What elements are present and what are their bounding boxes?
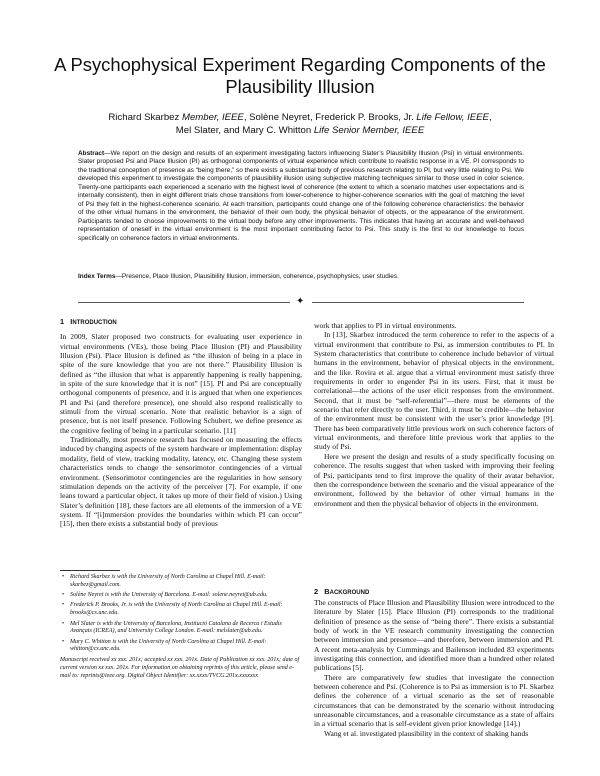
paper-title <box>40 54 560 98</box>
author-role-3: Life Senior Member, IEEE <box>313 124 425 136</box>
title-line-2: Plausibility Illusion <box>225 76 375 97</box>
left-column <box>60 317 302 529</box>
right-paragraph-1: work that applies to PI in virtual environments. <box>314 321 457 330</box>
section1-title-first: I <box>70 317 73 326</box>
authors-line2-pre: Mel Slater, and Mary C. Whitton <box>175 124 314 136</box>
footnote-text: Richard Skarbez is with the University of North Carolina at Chapel Hill. E-mail: skarbez@gmail.com. <box>70 574 266 588</box>
footnote-text: Mary C. Whitton is with the University of North Carolina at Chapel Hill. E-mail: whitton@cs.unc.edu. <box>70 638 267 653</box>
section1-title-rest: NTRODUCTION <box>72 320 117 326</box>
section2-title-first: B <box>324 587 330 596</box>
title-line-1: A Psychophysical Experiment Regarding Components of the <box>54 54 546 75</box>
divider-line-right <box>312 302 524 303</box>
intro-paragraph-2: Traditionally, most presence research has focused on measuring the effects induced by changing aspects of the system hardware or implementation: display modality, field of view, tracking modality, latency, etc. Changing these system characteristics tends to change the sensorimotor contingencies of a virtual environment. (Sensorimotor contingencies are the regularities in how sensory stimulation depends on the activity of the perceiver [7]. For example, if one leans toward a particular object, it takes up more of their field of vision.) Using Slater’s definition [18], these factors are all elements of the immersion of a VE system. If “[i]mmersion provides the boundaries within which PI can occur” [15], then there exists a substantial body of previous <box>60 435 302 529</box>
footnote-text: Frederick P. Brooks, Jr. is with the University of North Carolina at Chapel Hill. E-mail: brooks@cs.unc.edu. <box>70 602 283 617</box>
authors-line1-end: , <box>488 112 492 123</box>
authors-line1-pre: Richard Skarbez <box>108 112 182 123</box>
section-heading-background <box>314 587 369 596</box>
abstract-text: —We report on the design and results of an experiment investigating factors influencing Slater’s Plausibility Illusion (Psi) in virtual environments. Slater proposed Psi and Place Illusion (PI) as orthogonal components of virtual experience which contribute to realistic response in a VE. PI corresponds to the traditional conception of presence as “being there,” so there exists a substantial body of previous research relating to PI, but very little relating to Psi. We developed this experiment to investigate the components of plausibility illusion using subjective matching techniques similar to those used in color science. Twenty-one participants each experienced a scenario with the highest level of coherence (the extent to which a scenario matches user expectations and is internally consistent), then in eight different trials chose transitions from lower-coherence to higher-coherence scenarios with the goal of matching the level of Psi they felt in the highest-coherence scenario. At each transition, participants could change one of the following coherence characteristics: the behavior of the other virtual humans in the environment, the behavior of their own body, the physical behavior of objects, or the appearance of the environment. Participants tended to choose improvements to the virtual body before any other improvements. This indicates that having an accurate and well-behaved representation of oneself in the virtual environment is the most important contributing factor to Psi. This study is the first to our knowledge to focus specifically on coherence factors in virtual environments. <box>78 150 524 242</box>
section1-number: 1 <box>60 317 65 326</box>
section2-number: 2 <box>314 587 319 596</box>
right-paragraph-2: In [13], Skarbez introduced the term coherence to refer to the aspects of a virtual environment that contribute to Psi, as immersion contributes to PI. In System characteristics that contribute to coherence include behavior of virtual humans in the environment, behavior of physical objects in the environment, and the like. Rovira et al. argue that a virtual environment must satisfy three requirements in order to engender Psi in its users. First, that it must be correlational—the actions of the user elicit responses from the environment. Second, that it must be “self-referential”—there must be elements of the scenario that refer directly to the user. Third, it must be credible—the behavior of the environment must be consistent with the user’s prior knowledge [9]. There has been comparatively little previous work on such coherence factors of virtual environments, and therefore little previous work that applies to the study of Psi. <box>314 330 554 452</box>
footnote-text: Solène Neyret is with the University of Barcelona. E-mail: solene.neyret@ub.edu. <box>70 592 268 599</box>
footnote-item <box>60 621 302 637</box>
footnote-rule <box>60 570 120 571</box>
authors-line1-mid: , Solène Neyret, Frederick P. Brooks, Jr. <box>243 112 417 123</box>
footnotes <box>60 574 302 680</box>
bullet-icon: • <box>62 620 65 627</box>
section-divider <box>78 297 524 309</box>
divider-line-left <box>78 302 290 303</box>
author-role-1: Member, IEEE <box>181 112 244 123</box>
bullet-icon: • <box>62 638 65 645</box>
background-paragraph-2: There are comparatively few studies that investigate the connection between coherence and Psi. (Coherence is to Psi as immersion is to PI. Skarbez defines the coherence of a virtual scenario as the set of reasonable circumstances that can be demonstrated by the scenario without introducing unreasonable circumstances, and a reasonable circumstance as a state of affairs in a virtual scenario that is self-evident given prior knowledge [14].) <box>314 672 554 729</box>
author-role-2: Life Fellow, IEEE <box>416 112 489 123</box>
index-terms-label: Index Terms <box>78 273 116 280</box>
footnote-text: Mel Slater is with the University of Barcelona, Institució Catalana de Recerca i Estudis Avançats (ICREA), and University College London. E-mail: melslater@ub.edu. <box>70 620 282 635</box>
section-heading-introduction <box>60 317 302 328</box>
section2-title-rest: ACKGROUND <box>329 590 370 596</box>
right-column-background <box>314 598 554 738</box>
background-paragraph-1: The constructs of Place Illusion and Plausibility Illusion were introduced to the literature by Slater [15]. Place Illusion (PI) corresponds to the traditional definition of presence as the sense of “being there”. There exists a substantial body of work in the VE research community investigating the connection between immersion and presence—and therefore, between immersion and PI. A recent meta-analysis by Cummings and Bailenson included 83 experiments investigating this connection, and identified more than a hundred other related publications [5]. <box>314 598 554 673</box>
divider-glyph: ✦ <box>296 296 305 307</box>
abstract <box>78 150 524 243</box>
footnote-item <box>60 639 302 655</box>
footnote-item <box>60 602 302 618</box>
bullet-icon: • <box>62 574 65 580</box>
manuscript-note-text: Manuscript received xx xxx. 201x; accepted xx xxx. 201x. Date of Publication xx xxx. 201x; date of current version xx xxx. 201x. For information on obtaining reprints of this article, please send e-mail to: reprints@ieee.org. Digital Object Identifier: xx.xxxx/TVCG.201x.xxxxxxx <box>60 657 300 679</box>
index-terms <box>78 273 524 281</box>
right-column <box>314 321 554 508</box>
intro-paragraph-1: In 2009, Slater proposed two constructs for evaluating user experience in virtual environments (VEs), those being Place Illusion (PI) and Plausibility Illusion (Psi). Place Illusion is defined as “the illusion of being in a place in spite of the sure knowledge that you are not there.” Plausibility Illusion is defined as “the illusion that what is apparently happening is really happening, in spite of the sure knowledge that it is not” [15]. PI and Psi are conceptually orthogonal components of presence, and it is argued that when one experiences PI and Psi (and therefore presence), one should also respond realistically to stimuli from the virtual scenario. Note that realistic behavior is a sign of presence, but is not itself presence. Following Schubert, we define presence as the cognitive feeling of being in a particular scenario. [11] <box>60 332 302 435</box>
footnote-item <box>60 592 302 600</box>
index-terms-text: —Presence, Place Illusion, Plausibility Illusion, immersion, coherence, psychophysics, user studies. <box>115 273 399 280</box>
abstract-label: Abstract <box>78 150 105 157</box>
bullet-icon: • <box>62 602 65 609</box>
footnote-item <box>60 574 302 590</box>
author-list <box>60 112 540 137</box>
background-paragraph-3: Wang et al. investigated plausibility in the context of shaking hands <box>324 728 529 738</box>
manuscript-note <box>60 657 302 680</box>
right-paragraph-3: Here we present the design and results of a study specifically focusing on coherence. The results suggest that when tasked with improving their feeling of Psi, participants tend to first improve the quality of their avatar behavior, then the correspondence between the scenario and the visual appearance of the environment, followed by the behavior of other virtual humans in the environment and then the physical behavior of objects in the environment. <box>314 451 554 508</box>
bullet-icon: • <box>62 592 65 599</box>
